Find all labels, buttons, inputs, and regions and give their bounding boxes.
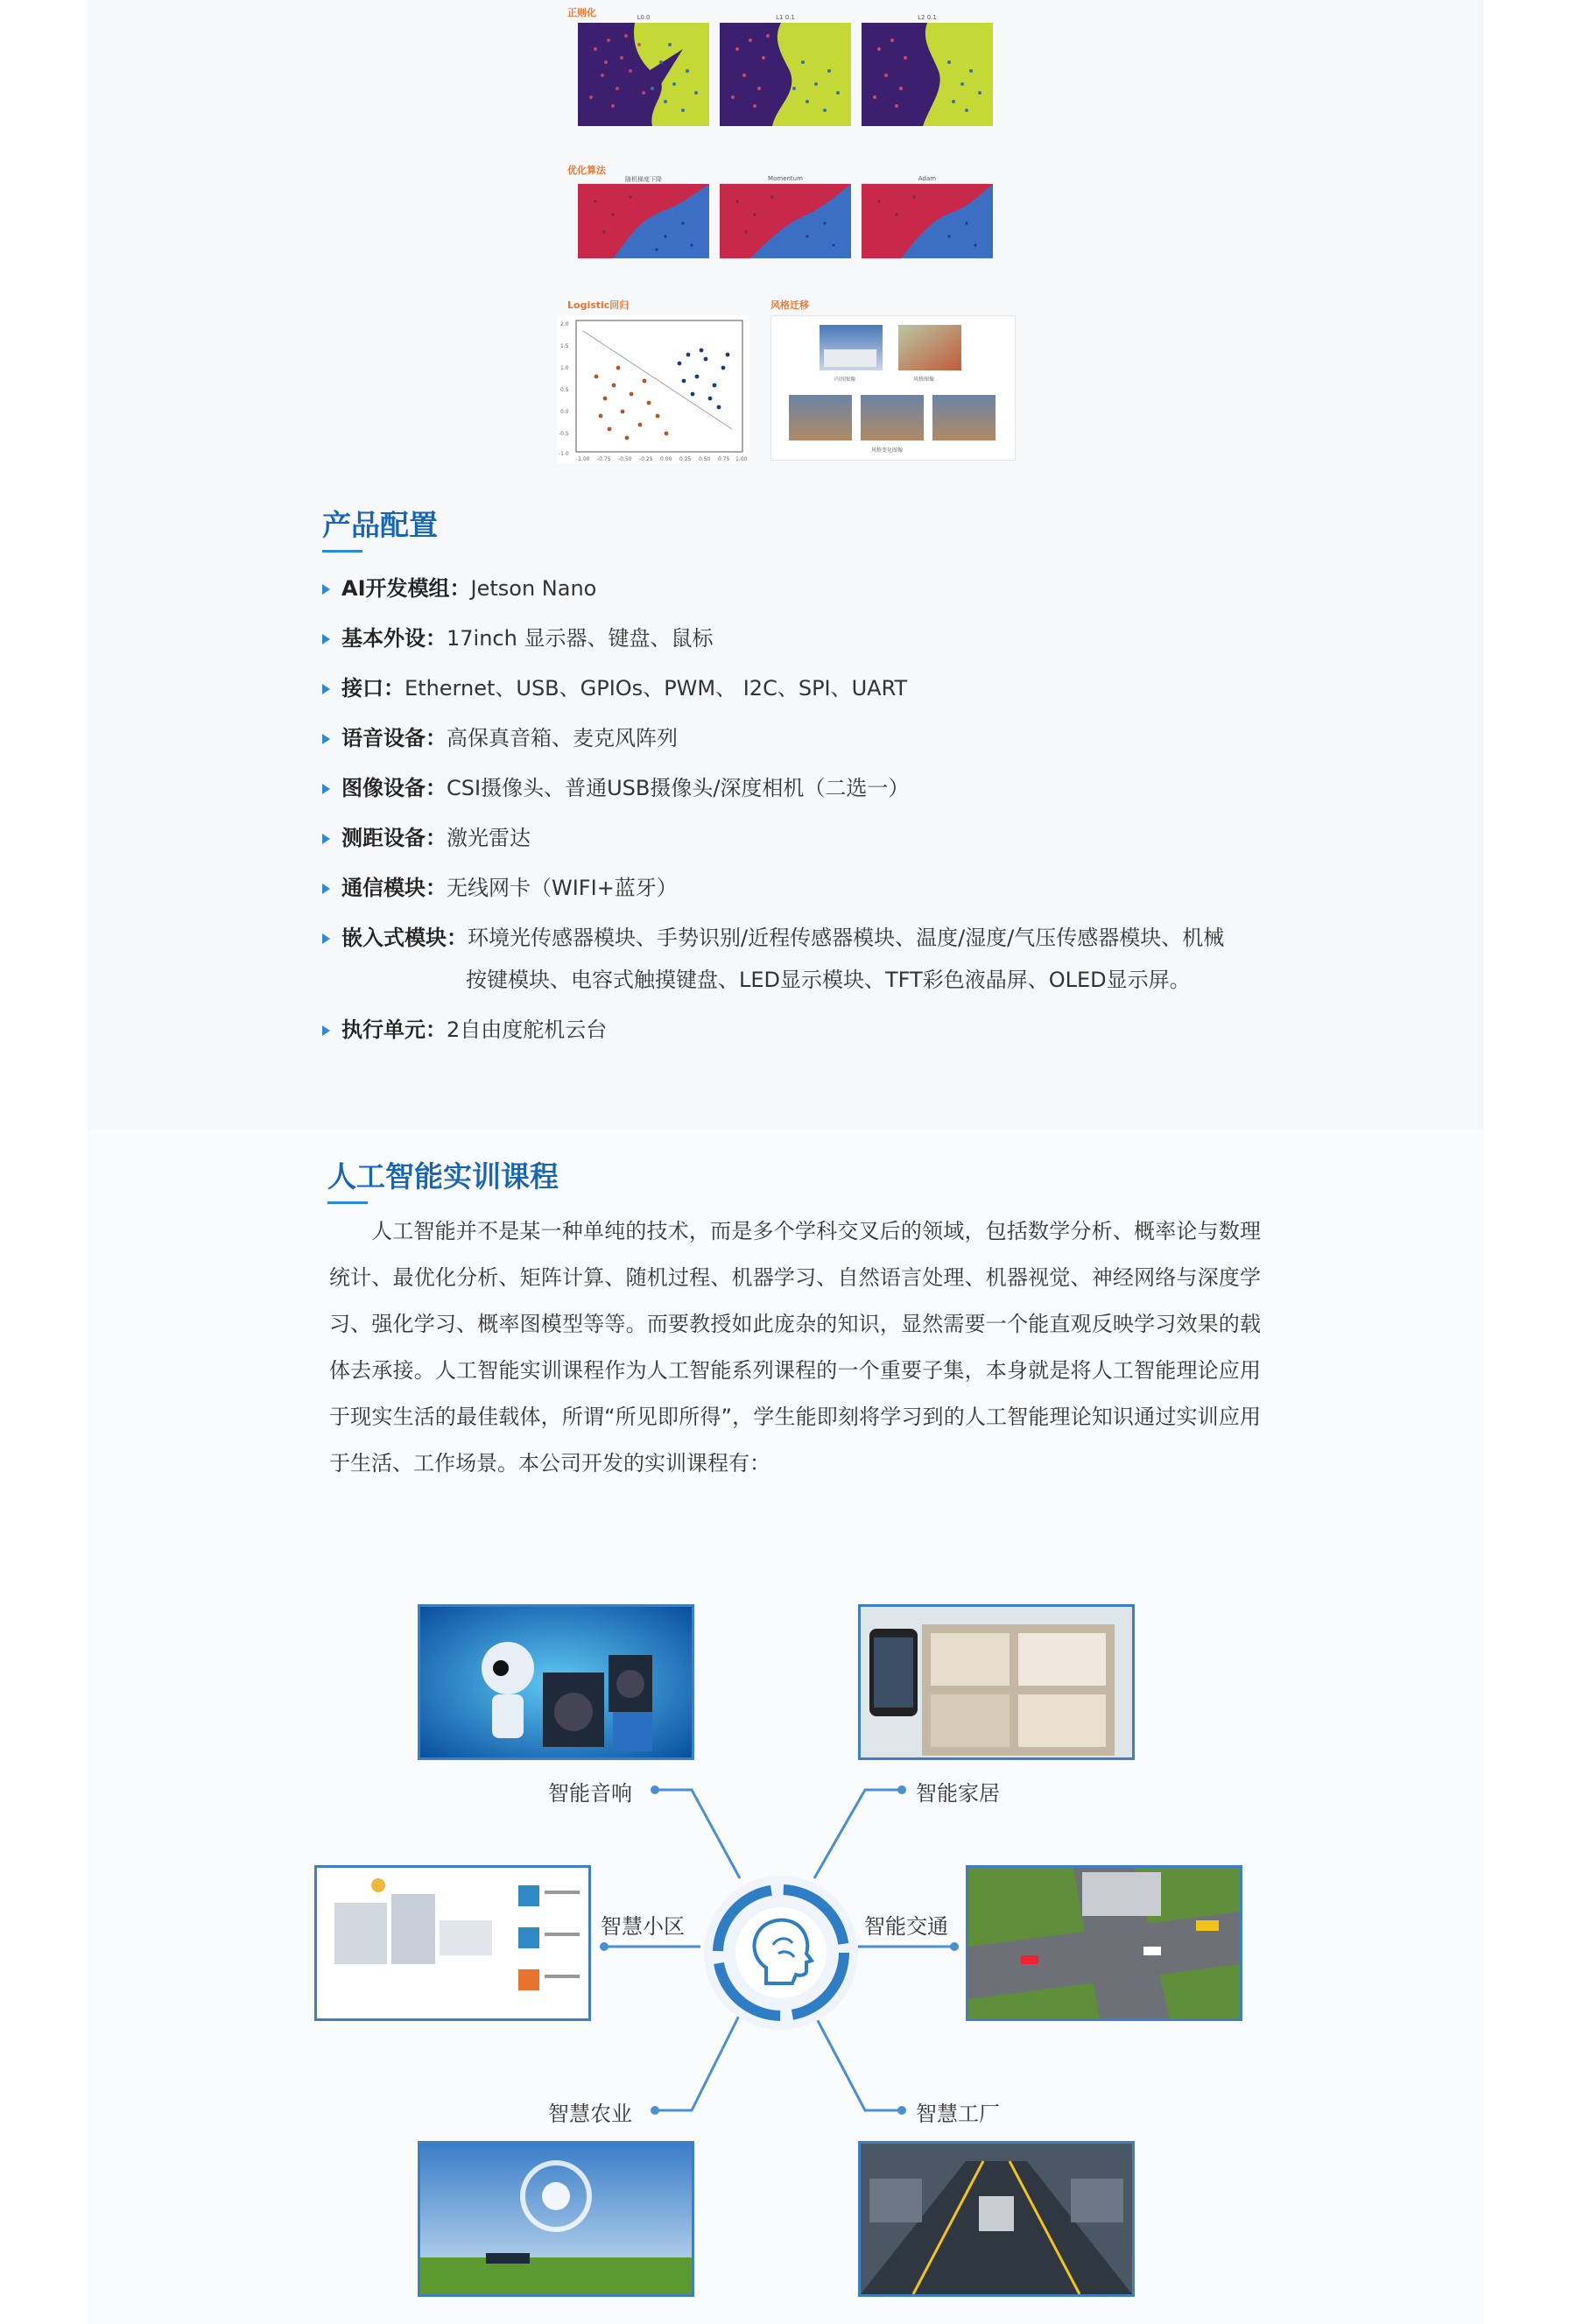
plot-title: L1 0.1	[776, 14, 795, 21]
x-tick: 0.25	[679, 456, 692, 462]
style-caption: 风格图像	[913, 377, 935, 383]
y-tick: 1.0	[560, 365, 569, 371]
spec-value: 17inch 显示器、键盘、鼠标	[447, 626, 714, 651]
factory-floor-illustration	[861, 2144, 1132, 2294]
x-tick: -0.50	[618, 456, 632, 462]
spec-key: 基本外设：	[341, 626, 447, 651]
spec-key: 测距设备：	[341, 826, 447, 850]
robot-speaker-illustration	[420, 1607, 692, 1757]
y-tick: 0.0	[560, 409, 569, 415]
plot-title: Momentum	[768, 175, 803, 182]
spec-value: Ethernet、USB、GPIOs、PWM、 I2C、SPI、UART	[405, 676, 908, 701]
plot-title: L0.0	[637, 14, 651, 21]
smart-speaker-image	[418, 1604, 694, 1760]
optimization-label: 优化算法	[567, 165, 606, 176]
smart-community-label: 智慧小区	[601, 1914, 685, 1939]
y-tick: 2.0	[560, 321, 569, 327]
y-tick: -1.0	[559, 451, 569, 457]
house-illustration	[861, 1607, 1132, 1757]
smart-speaker-label: 智能音响	[548, 1781, 632, 1806]
x-tick: -1.00	[576, 456, 590, 462]
spec-value: 高保真音箱、麦克风阵列	[447, 726, 678, 750]
y-tick: 0.5	[560, 387, 569, 393]
spec-key: 语音设备：	[341, 726, 447, 750]
smart-traffic-image	[966, 1865, 1242, 2021]
spec-value: 无线网卡（WIFI+蓝牙）	[447, 876, 678, 900]
smart-factory-image	[858, 2141, 1135, 2297]
courses-title: 人工智能实训课程	[327, 1159, 559, 1194]
spec-value: 激光雷达	[447, 826, 531, 850]
smart-factory-label: 智慧工厂	[916, 2102, 1000, 2126]
spec-key: 通信模块：	[341, 876, 447, 900]
style-transfer-label: 风格迁移	[770, 299, 809, 311]
spec-value: Jetson Nano	[470, 576, 597, 601]
traffic-intersection-illustration	[968, 1868, 1240, 2018]
spec-value: CSI摄像头、普通USB摄像头/深度相机（二选一）	[447, 776, 910, 800]
smart-community-image	[314, 1865, 591, 2021]
x-tick: 0.50	[699, 456, 711, 462]
smart-agriculture-image	[418, 2141, 694, 2297]
brain-head-icon	[698, 1870, 864, 2036]
smart-traffic-label: 智能交通	[864, 1914, 948, 1939]
spec-key: 图像设备：	[341, 776, 447, 800]
plot-title: L2 0.1	[918, 14, 937, 21]
spec-value: 2自由度舵机云台	[447, 1018, 608, 1042]
community-diagram-illustration	[317, 1868, 588, 2018]
smart-agriculture-label: 智慧农业	[548, 2102, 632, 2126]
content-caption: 内容图像	[834, 377, 856, 383]
smart-home-image	[858, 1604, 1135, 1760]
courses-intro-paragraph: 人工智能并不是某一种单纯的技术，而是多个学科交叉后的领域，包括数学分析、概率论与数理统计、最优化分析、矩阵计算、随机过程、机器学习、自然语言处理、机器视觉、神经网络与深度学习、强化学习、概率图模型等等。而要教授如此庞杂的知识，显然需要一个能直观反映学习效果的载体去承接。人工智能实训课程作为人工智能系列课程的一个重要子集，本身就是将人工智能理论应用于现实生活的最佳载体，所谓“所见即所得”，学生能即刻将学习到的人工智能理论知识通过实训应用于生活、工作场景。本公司开发的实训课程有：	[329, 1219, 1261, 1475]
spec-key: 嵌入式模块：	[341, 926, 468, 950]
x-tick: -0.75	[597, 456, 611, 462]
x-tick: -0.25	[639, 456, 653, 462]
spec-value: 环境光传感器模块、手势识别/近程传感器模块、温度/湿度/气压传感器模块、机械	[468, 926, 1225, 950]
logistic-label: Logistic回归	[567, 299, 630, 311]
spec-key: 接口：	[341, 676, 405, 701]
smart-home-label: 智能家居	[916, 1781, 1000, 1806]
farm-cloud-illustration	[420, 2144, 692, 2294]
plot-title: Adam	[918, 175, 937, 182]
result-caption: 风格变化图像	[871, 447, 904, 454]
y-tick: -0.5	[559, 431, 569, 437]
x-tick: 0.00	[660, 456, 672, 462]
regularization-label: 正则化	[567, 7, 596, 18]
x-tick: 1.00	[735, 456, 748, 462]
plot-title: 随机梯度下降	[625, 176, 662, 183]
product-config-title: 产品配置	[322, 508, 438, 542]
x-tick: 0.75	[718, 456, 730, 462]
spec-value-continued: 按键模块、电容式触摸键盘、LED显示模块、TFT彩色液晶屏、OLED显示屏。	[466, 968, 1191, 992]
spec-key: AI开发模组：	[341, 576, 471, 601]
spec-key: 执行单元：	[341, 1018, 447, 1042]
y-tick: 1.5	[560, 343, 569, 349]
